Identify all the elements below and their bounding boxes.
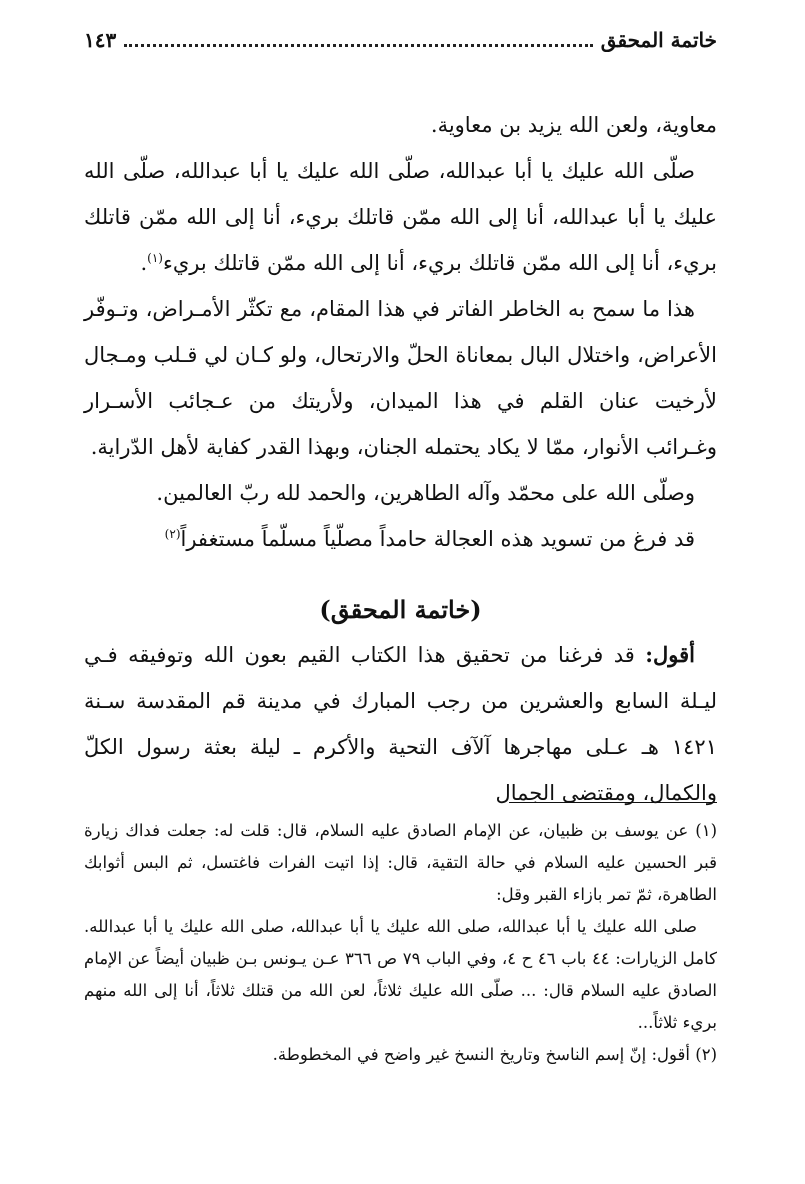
footnote-2: (٢) أقول: إنّ إسم الناسخ وتاريخ النسخ غير واضح في المخطوطة. xyxy=(272,1045,717,1064)
header-dot-leader xyxy=(124,44,593,47)
footnote-1-continued: صلى الله عليك يا أبا عبدالله، صلى الله عليك يا أبا عبدالله، صلى الله عليك يا أبا عبدالله. كامل الزيارات: ٤٤ باب ٤٦ ح ٤، وفي الباب ٧٩ ص ٣٦٦ عـن يـونس بـن ظبيان أيضاً عن الإمام الصادق عليه السلام قال: ... صلّى الله عليك ثلاثاً، لعن الله من قتلك ثلاثاً، أنا إلى الله منهم بريء ثلاثاً... xyxy=(84,917,718,1032)
paragraph-4: وصلّى الله على محمّد وآله الطاهرين، والحمد لله ربّ العالمين. xyxy=(156,481,695,505)
afterword-lead: أقول: xyxy=(645,642,695,667)
afterword xyxy=(84,632,717,816)
afterword-paragraph xyxy=(84,632,717,816)
footnote-ref-2[interactable]: (٢) xyxy=(164,527,181,541)
paragraph-5 xyxy=(84,516,717,562)
running-header xyxy=(84,28,717,52)
footnote-1: (١) عن يوسف بن ظبيان، عن الإمام الصادق عليه السلام، قال: قلت له: جعلت فداك زيارة قبر الحسين عليه السلام في حالة التقية، قال: إذا اتيت الفرات فاغتسل، ثم البس أثوابك الطاهرة، ثمّ تمر بازاء القبر وقل: xyxy=(84,821,717,904)
paragraph-2 xyxy=(84,148,717,286)
paragraph-2-end: . xyxy=(140,251,148,275)
page-number: ١٤٣ xyxy=(84,28,117,52)
footnotes xyxy=(84,815,717,1071)
afterword-text: قد فرغنا من تحقيق هذا الكتاب القيم بعون الله وتوفيقه فـي ليـلة السابع والعشرين من رجب المبارك في مدينة قم المقدسة سـنة ١٤٢١ هـ عـلى مهاجرها آلآف التحية والأكرم ـ ليلة بعثة رسول الكلّ والكمال، ومقتضى الجمال xyxy=(84,643,717,805)
section-title: (خاتمة المحقق) xyxy=(319,595,482,624)
footnote-separator xyxy=(509,802,717,803)
main-text xyxy=(84,102,717,562)
paragraph-5-text: قد فرغ من تسويد هذه العجالة حامداً مصلّياً مسلّماً مستغفراً xyxy=(180,527,695,551)
header-title: خاتمة المحقق xyxy=(600,28,717,52)
paragraph-1: معاوية، ولعن الله يزيد بن معاوية. xyxy=(430,113,717,137)
paragraph-2-text: صلّى الله عليك يا أبا عبدالله، صلّى الله عليك يا أبا عبدالله، صلّى الله عليك يا أبا عبدالله، أنا إلى الله ممّن قاتلك بريء، أنا إلى الله ممّن قاتلك بريء، أنا إلى الله ممّن قاتلك بريء، أنا إلى الله ممّن قاتلك بريء xyxy=(84,159,717,275)
footnote-ref-1[interactable]: (١) xyxy=(147,251,163,265)
paragraph-3: هذا ما سمح به الخاطر الفاتر في هذا المقام، مع تكثّر الأمـراض، وتـوفّر الأعراض، واختلال البال بمعاناة الحلّ والارتحال، ولو كـان لي قـلب ومـجال لأرخيت عنان القلم في هذا الميدان، ولأريتك من عـجائب الأسـرار وغـرائب الأنوار، ممّا لا يكاد يحتمله الجنان، وبهذا القدر كفاية لأهل الدّراية. xyxy=(84,297,717,459)
